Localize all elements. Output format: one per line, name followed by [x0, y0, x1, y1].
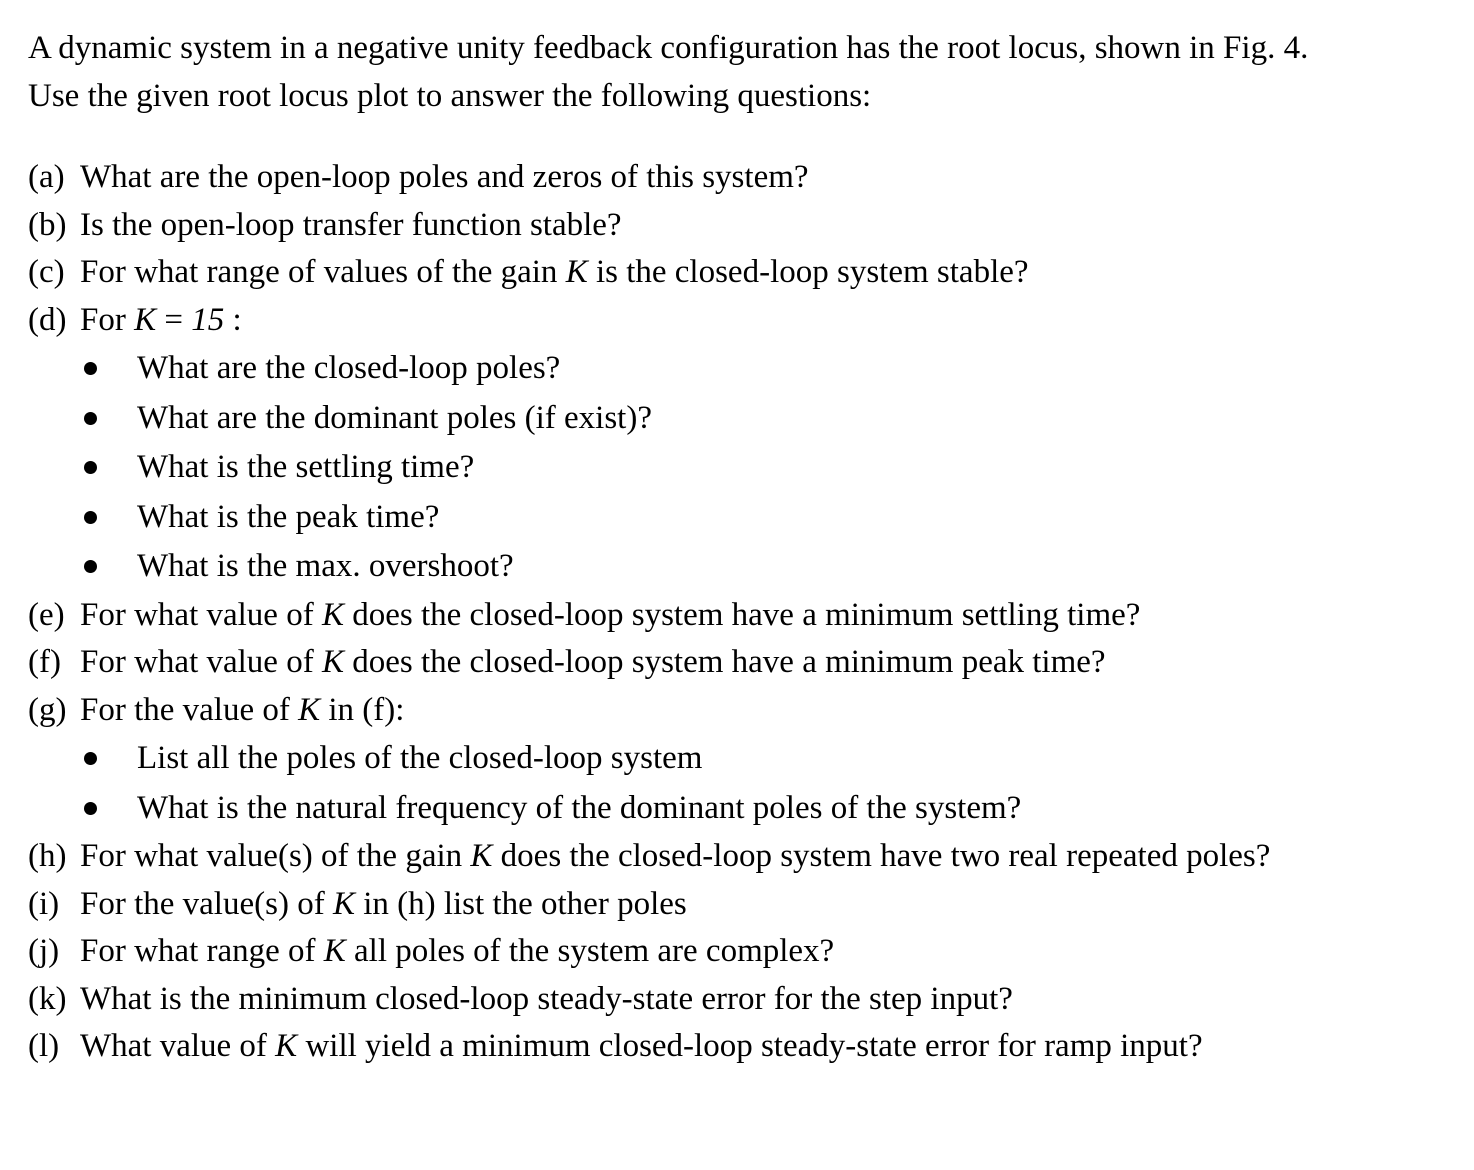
question-item [28, 1023, 1448, 1071]
sub-question-item [28, 784, 1448, 834]
question-label: (c) [28, 254, 65, 290]
question-label: (b) [28, 206, 67, 243]
text-segment: For what value of [80, 644, 322, 680]
question-label: (a) [28, 159, 65, 195]
text-segment: What is the natural frequency of the dominant poles of the system? [137, 789, 1022, 826]
math-variable: 15 [191, 301, 225, 338]
question-label: (d) [28, 301, 67, 338]
bullet-icon [84, 412, 97, 425]
question-label: (j) [28, 933, 60, 969]
question-text [137, 344, 560, 394]
question-item [28, 202, 1448, 250]
text-segment: What value of [80, 1028, 276, 1064]
text-segment: is the closed-loop system stable? [587, 254, 1029, 290]
question-text [137, 394, 652, 444]
question-text [80, 1023, 1203, 1071]
question-label: (h) [28, 838, 67, 874]
text-segment: What are the open-loop poles and zeros of this system? [80, 159, 809, 195]
text-segment: in (h) list the other poles [354, 885, 687, 922]
question-text [80, 928, 834, 976]
text-segment: For what value of [80, 596, 322, 633]
question-item [28, 881, 1448, 929]
question-item [28, 154, 1448, 202]
text-segment: For the value(s) of [80, 885, 333, 922]
question-text [80, 976, 1013, 1024]
text-segment: : [224, 301, 242, 338]
text-segment: What is the minimum closed-loop steady-state error for the step input? [80, 980, 1013, 1017]
sub-question-item [28, 493, 1448, 543]
question-text [137, 542, 514, 592]
sub-question-item [28, 542, 1448, 592]
question-item [28, 249, 1448, 297]
text-segment: all poles of the system are complex? [345, 933, 835, 969]
question-text [137, 493, 439, 543]
question-text [80, 833, 1270, 881]
bullet-icon [84, 752, 97, 765]
text-segment: What is the peak time? [137, 498, 440, 535]
math-variable: K [298, 691, 321, 728]
text-segment: What is the settling time? [137, 449, 475, 485]
text-segment: For [80, 301, 135, 338]
intro-line: A dynamic system in a negative unity feedback configuration has the root locus, shown in Fig. 4. [28, 30, 1309, 66]
math-variable: K [321, 644, 344, 680]
bullet-icon [84, 802, 97, 815]
question-item [28, 687, 1448, 735]
question-text [80, 687, 404, 735]
math-variable: K [565, 254, 588, 290]
text-segment: For what value(s) of the gain [80, 838, 471, 874]
text-segment: Is the open-loop transfer function stable? [80, 206, 622, 243]
text-segment: does the closed-loop system have a minimum peak time? [343, 644, 1106, 680]
question-text [137, 784, 1021, 834]
question-text [137, 734, 702, 784]
sub-question-item [28, 394, 1448, 444]
text-segment: does the closed-loop system have two real repeated poles? [492, 838, 1271, 874]
sub-question-item [28, 734, 1448, 784]
question-text [80, 249, 1029, 297]
bullet-icon [84, 461, 97, 474]
sub-question-item [28, 443, 1448, 493]
math-variable: K [470, 838, 493, 874]
question-item [28, 928, 1448, 976]
text-segment: For the value of [80, 691, 299, 728]
text-segment: List all the poles of the closed-loop system [137, 740, 703, 776]
text-segment: will yield a minimum closed-loop steady-state error for ramp input? [297, 1028, 1203, 1064]
text-segment: What is the max. overshoot? [137, 548, 514, 584]
text-segment: For what range of values of the gain [80, 254, 566, 290]
question-text [80, 881, 687, 929]
question-text [80, 202, 622, 250]
bullet-icon [84, 362, 97, 375]
question-label: (i) [28, 885, 60, 922]
question-text [80, 592, 1140, 640]
intro-line: Use the given root locus plot to answer the following questions: [28, 78, 872, 114]
bullet-icon [84, 560, 97, 573]
bullet-icon [84, 511, 97, 524]
question-item [28, 297, 1448, 345]
question-item [28, 639, 1448, 687]
text-segment: = [156, 301, 192, 338]
question-label: (l) [28, 1028, 60, 1064]
text-segment: does the closed-loop system have a minimum settling time? [343, 596, 1141, 633]
text-segment: What are the dominant poles (if exist)? [137, 399, 652, 436]
text-segment: in (f): [320, 691, 405, 728]
intro-paragraph [28, 24, 1448, 120]
question-text [137, 443, 474, 493]
math-variable: K [321, 596, 344, 633]
question-list [28, 154, 1448, 1071]
question-text [80, 297, 242, 345]
question-label: (f) [28, 644, 61, 680]
sub-question-item [28, 344, 1448, 394]
question-label: (g) [28, 691, 67, 728]
math-variable: K [275, 1028, 298, 1064]
math-variable: K [323, 933, 346, 969]
document [28, 24, 1448, 1071]
text-segment: What are the closed-loop poles? [137, 350, 561, 386]
math-variable: K [134, 301, 157, 338]
question-item [28, 833, 1448, 881]
question-item [28, 976, 1448, 1024]
math-variable: K [332, 885, 355, 922]
question-label: (k) [28, 980, 67, 1017]
text-segment: For what range of [80, 933, 324, 969]
question-label: (e) [28, 596, 65, 633]
question-text [80, 639, 1106, 687]
question-text [80, 154, 809, 202]
question-item [28, 592, 1448, 640]
